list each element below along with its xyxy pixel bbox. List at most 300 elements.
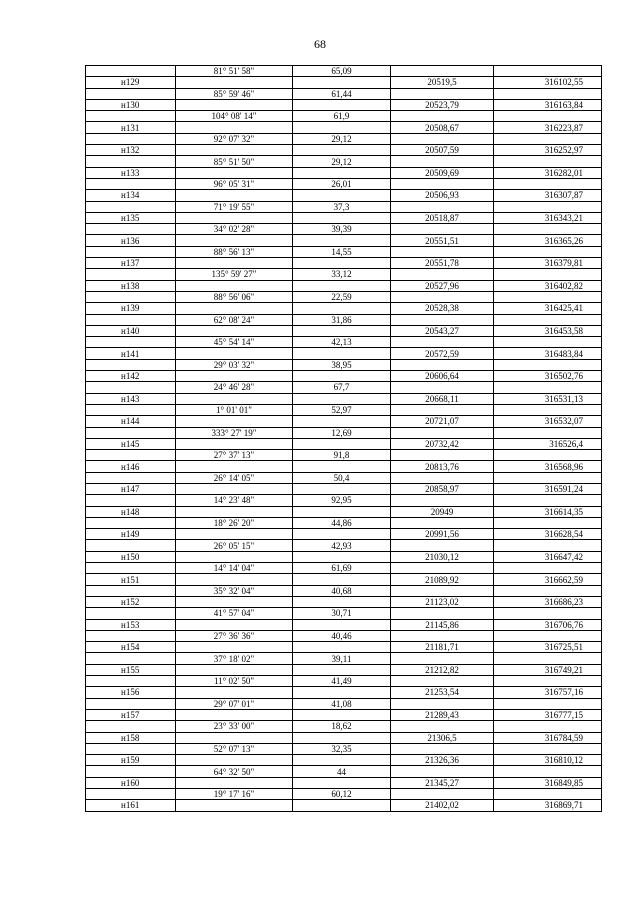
x-coordinate-cell: 20509,69: [391, 167, 494, 178]
table-row: [86, 450, 602, 461]
angle-cell: 135° 59' 27": [176, 269, 293, 280]
length-cell: 29,12: [293, 133, 391, 144]
point-cell: [86, 382, 176, 393]
x-coordinate-cell: 21123,02: [391, 596, 494, 607]
angle-cell: [176, 483, 293, 494]
y-coordinate-cell: 316647,42: [494, 551, 602, 562]
angle-cell: 52° 07' 13": [176, 743, 293, 754]
length-cell: [293, 551, 391, 562]
angle-cell: 81° 51' 58": [176, 66, 293, 77]
x-coordinate-cell: 20551,51: [391, 235, 494, 246]
table-row: [86, 472, 602, 483]
angle-cell: [176, 800, 293, 811]
table-row: [86, 574, 602, 585]
point-cell: н156: [86, 687, 176, 698]
y-coordinate-cell: [494, 585, 602, 596]
angle-cell: 26° 14' 05": [176, 472, 293, 483]
y-coordinate-cell: 316102,55: [494, 77, 602, 88]
angle-cell: [176, 709, 293, 720]
point-cell: н148: [86, 506, 176, 517]
point-cell: [86, 88, 176, 99]
length-cell: 60,12: [293, 789, 391, 800]
table-row: [86, 619, 602, 630]
angle-cell: 41° 57' 04": [176, 608, 293, 619]
length-cell: 41,08: [293, 698, 391, 709]
x-coordinate-cell: 21145,86: [391, 619, 494, 630]
point-cell: [86, 563, 176, 574]
x-coordinate-cell: 20732,42: [391, 438, 494, 449]
angle-cell: [176, 438, 293, 449]
length-cell: 14,55: [293, 246, 391, 257]
angle-cell: [176, 348, 293, 359]
angle-cell: 26° 05' 15": [176, 540, 293, 551]
table-row: [86, 314, 602, 325]
angle-cell: 104° 08' 14": [176, 111, 293, 122]
x-coordinate-cell: [391, 766, 494, 777]
x-coordinate-cell: 20721,07: [391, 416, 494, 427]
table-row: [86, 585, 602, 596]
point-cell: [86, 314, 176, 325]
x-coordinate-cell: 21212,82: [391, 664, 494, 675]
y-coordinate-cell: 316628,54: [494, 529, 602, 540]
point-cell: [86, 201, 176, 212]
angle-cell: [176, 393, 293, 404]
y-coordinate-cell: [494, 743, 602, 754]
length-cell: 50,4: [293, 472, 391, 483]
point-cell: [86, 66, 176, 77]
angle-cell: [176, 461, 293, 472]
y-coordinate-cell: 316282,01: [494, 167, 602, 178]
table-row: [86, 99, 602, 110]
x-coordinate-cell: 20813,76: [391, 461, 494, 472]
angle-cell: 18° 26' 20": [176, 517, 293, 528]
y-coordinate-cell: [494, 427, 602, 438]
point-cell: [86, 630, 176, 641]
length-cell: [293, 167, 391, 178]
table-row: [86, 630, 602, 641]
y-coordinate-cell: [494, 698, 602, 709]
x-coordinate-cell: 21326,36: [391, 755, 494, 766]
y-coordinate-cell: 316526,4: [494, 438, 602, 449]
length-cell: 67,7: [293, 382, 391, 393]
point-cell: [86, 698, 176, 709]
angle-cell: [176, 212, 293, 223]
x-coordinate-cell: [391, 563, 494, 574]
length-cell: 40,68: [293, 585, 391, 596]
y-coordinate-cell: [494, 653, 602, 664]
x-coordinate-cell: [391, 111, 494, 122]
length-cell: 39,39: [293, 224, 391, 235]
point-cell: н144: [86, 416, 176, 427]
coordinates-table-body: [86, 66, 602, 812]
angle-cell: [176, 325, 293, 336]
x-coordinate-cell: 20606,64: [391, 371, 494, 382]
length-cell: [293, 755, 391, 766]
angle-cell: [176, 280, 293, 291]
x-coordinate-cell: [391, 337, 494, 348]
angle-cell: 45° 54' 14": [176, 337, 293, 348]
point-cell: [86, 133, 176, 144]
table-row: [86, 563, 602, 574]
x-coordinate-cell: [391, 540, 494, 551]
y-coordinate-cell: 316614,35: [494, 506, 602, 517]
x-coordinate-cell: 20991,56: [391, 529, 494, 540]
angle-cell: [176, 529, 293, 540]
x-coordinate-cell: [391, 133, 494, 144]
table-row: [86, 483, 602, 494]
length-cell: [293, 642, 391, 653]
y-coordinate-cell: 316163,84: [494, 99, 602, 110]
length-cell: [293, 596, 391, 607]
length-cell: 22,59: [293, 291, 391, 302]
x-coordinate-cell: [391, 450, 494, 461]
table-row: [86, 506, 602, 517]
table-row: [86, 709, 602, 720]
point-cell: н160: [86, 777, 176, 788]
point-cell: [86, 517, 176, 528]
table-row: [86, 224, 602, 235]
angle-cell: 24° 46' 28": [176, 382, 293, 393]
y-coordinate-cell: 316502,76: [494, 371, 602, 382]
length-cell: [293, 393, 391, 404]
angle-cell: [176, 371, 293, 382]
angle-cell: [176, 642, 293, 653]
point-cell: н151: [86, 574, 176, 585]
table-row: [86, 664, 602, 675]
y-coordinate-cell: [494, 563, 602, 574]
x-coordinate-cell: 21030,12: [391, 551, 494, 562]
length-cell: 30,71: [293, 608, 391, 619]
table-row: [86, 178, 602, 189]
y-coordinate-cell: [494, 337, 602, 348]
y-coordinate-cell: 316453,58: [494, 325, 602, 336]
x-coordinate-cell: [391, 721, 494, 732]
y-coordinate-cell: 316777,15: [494, 709, 602, 720]
point-cell: н147: [86, 483, 176, 494]
table-row: [86, 642, 602, 653]
point-cell: [86, 111, 176, 122]
angle-cell: 27° 37' 13": [176, 450, 293, 461]
angle-cell: 88° 56' 13": [176, 246, 293, 257]
length-cell: 37,3: [293, 201, 391, 212]
y-coordinate-cell: 316307,87: [494, 190, 602, 201]
length-cell: 39,11: [293, 653, 391, 664]
length-cell: 12,69: [293, 427, 391, 438]
table-row: [86, 371, 602, 382]
table-row: [86, 721, 602, 732]
length-cell: [293, 280, 391, 291]
point-cell: [86, 789, 176, 800]
length-cell: [293, 687, 391, 698]
point-cell: н161: [86, 800, 176, 811]
y-coordinate-cell: [494, 382, 602, 393]
table-row: [86, 517, 602, 528]
table-row: [86, 382, 602, 393]
table-row: [86, 540, 602, 551]
x-coordinate-cell: [391, 630, 494, 641]
y-coordinate-cell: [494, 789, 602, 800]
point-cell: [86, 540, 176, 551]
x-coordinate-cell: 20507,59: [391, 145, 494, 156]
y-coordinate-cell: 316343,21: [494, 212, 602, 223]
y-coordinate-cell: [494, 291, 602, 302]
x-coordinate-cell: [391, 88, 494, 99]
x-coordinate-cell: [391, 404, 494, 415]
table-row: [86, 88, 602, 99]
angle-cell: [176, 77, 293, 88]
table-row: [86, 122, 602, 133]
length-cell: [293, 371, 391, 382]
x-coordinate-cell: 21289,43: [391, 709, 494, 720]
point-cell: [86, 404, 176, 415]
x-coordinate-cell: 20528,38: [391, 303, 494, 314]
point-cell: [86, 269, 176, 280]
x-coordinate-cell: 20858,97: [391, 483, 494, 494]
table-row: [86, 698, 602, 709]
y-coordinate-cell: [494, 450, 602, 461]
angle-cell: [176, 732, 293, 743]
y-coordinate-cell: 316757,16: [494, 687, 602, 698]
angle-cell: [176, 416, 293, 427]
x-coordinate-cell: [391, 472, 494, 483]
table-row: [86, 427, 602, 438]
y-coordinate-cell: [494, 495, 602, 506]
y-coordinate-cell: [494, 676, 602, 687]
length-cell: 44,86: [293, 517, 391, 528]
table-row: [86, 653, 602, 664]
angle-cell: [176, 755, 293, 766]
table-row: [86, 789, 602, 800]
length-cell: 44: [293, 766, 391, 777]
length-cell: [293, 145, 391, 156]
point-cell: [86, 743, 176, 754]
table-row: [86, 145, 602, 156]
table-row: [86, 461, 602, 472]
x-coordinate-cell: [391, 789, 494, 800]
length-cell: [293, 800, 391, 811]
y-coordinate-cell: 316686,23: [494, 596, 602, 607]
length-cell: [293, 709, 391, 720]
y-coordinate-cell: [494, 66, 602, 77]
table-row: [86, 416, 602, 427]
length-cell: 42,93: [293, 540, 391, 551]
angle-cell: [176, 596, 293, 607]
table-row: [86, 77, 602, 88]
y-coordinate-cell: 316784,59: [494, 732, 602, 743]
point-cell: н152: [86, 596, 176, 607]
x-coordinate-cell: [391, 382, 494, 393]
angle-cell: 64° 32' 50": [176, 766, 293, 777]
point-cell: [86, 608, 176, 619]
table-row: [86, 404, 602, 415]
y-coordinate-cell: [494, 201, 602, 212]
length-cell: [293, 190, 391, 201]
angle-cell: [176, 551, 293, 562]
angle-cell: 23° 33' 00": [176, 721, 293, 732]
length-cell: 61,69: [293, 563, 391, 574]
x-coordinate-cell: 21181,71: [391, 642, 494, 653]
table-row: [86, 393, 602, 404]
y-coordinate-cell: [494, 88, 602, 99]
x-coordinate-cell: 20508,67: [391, 122, 494, 133]
y-coordinate-cell: 316749,21: [494, 664, 602, 675]
angle-cell: [176, 506, 293, 517]
y-coordinate-cell: [494, 404, 602, 415]
length-cell: [293, 99, 391, 110]
point-cell: [86, 427, 176, 438]
table-row: [86, 167, 602, 178]
table-row: [86, 201, 602, 212]
point-cell: [86, 653, 176, 664]
point-cell: н158: [86, 732, 176, 743]
length-cell: [293, 258, 391, 269]
point-cell: н150: [86, 551, 176, 562]
table-row: [86, 529, 602, 540]
point-cell: н136: [86, 235, 176, 246]
angle-cell: 11° 02' 50": [176, 676, 293, 687]
length-cell: 31,86: [293, 314, 391, 325]
table-row: [86, 246, 602, 257]
angle-cell: 92° 07' 32": [176, 133, 293, 144]
angle-cell: 35° 32' 04": [176, 585, 293, 596]
x-coordinate-cell: [391, 743, 494, 754]
point-cell: н149: [86, 529, 176, 540]
length-cell: [293, 303, 391, 314]
length-cell: 41,49: [293, 676, 391, 687]
angle-cell: 96° 05' 31": [176, 178, 293, 189]
table-row: [86, 291, 602, 302]
x-coordinate-cell: 20668,11: [391, 393, 494, 404]
x-coordinate-cell: 21253,54: [391, 687, 494, 698]
y-coordinate-cell: [494, 269, 602, 280]
y-coordinate-cell: 316591,24: [494, 483, 602, 494]
angle-cell: 29° 07' 01": [176, 698, 293, 709]
y-coordinate-cell: 316425,41: [494, 303, 602, 314]
y-coordinate-cell: [494, 224, 602, 235]
length-cell: 52,97: [293, 404, 391, 415]
point-cell: н146: [86, 461, 176, 472]
y-coordinate-cell: [494, 608, 602, 619]
angle-cell: [176, 687, 293, 698]
point-cell: [86, 337, 176, 348]
point-cell: н131: [86, 122, 176, 133]
angle-cell: [176, 619, 293, 630]
length-cell: 26,01: [293, 178, 391, 189]
angle-cell: 85° 59' 46": [176, 88, 293, 99]
length-cell: [293, 325, 391, 336]
angle-cell: [176, 777, 293, 788]
table-row: [86, 280, 602, 291]
angle-cell: [176, 99, 293, 110]
length-cell: [293, 732, 391, 743]
table-row: [86, 66, 602, 77]
length-cell: 18,62: [293, 721, 391, 732]
length-cell: [293, 348, 391, 359]
point-cell: н138: [86, 280, 176, 291]
length-cell: 38,95: [293, 359, 391, 370]
point-cell: [86, 224, 176, 235]
angle-cell: [176, 258, 293, 269]
x-coordinate-cell: 20572,59: [391, 348, 494, 359]
y-coordinate-cell: [494, 314, 602, 325]
table-row: [86, 111, 602, 122]
y-coordinate-cell: 316402,82: [494, 280, 602, 291]
y-coordinate-cell: [494, 246, 602, 257]
point-cell: н153: [86, 619, 176, 630]
angle-cell: 71° 19' 55": [176, 201, 293, 212]
x-coordinate-cell: 20527,96: [391, 280, 494, 291]
table-row: [86, 156, 602, 167]
length-cell: 42,13: [293, 337, 391, 348]
length-cell: 92,95: [293, 495, 391, 506]
point-cell: н132: [86, 145, 176, 156]
length-cell: 29,12: [293, 156, 391, 167]
length-cell: [293, 574, 391, 585]
point-cell: н130: [86, 99, 176, 110]
x-coordinate-cell: [391, 246, 494, 257]
point-cell: н134: [86, 190, 176, 201]
point-cell: н133: [86, 167, 176, 178]
y-coordinate-cell: 316662,59: [494, 574, 602, 585]
table-row: [86, 235, 602, 246]
angle-cell: 27° 36' 36": [176, 630, 293, 641]
table-row: [86, 777, 602, 788]
point-cell: н141: [86, 348, 176, 359]
angle-cell: [176, 167, 293, 178]
y-coordinate-cell: [494, 630, 602, 641]
x-coordinate-cell: [391, 269, 494, 280]
table-row: [86, 766, 602, 777]
point-cell: [86, 359, 176, 370]
length-cell: 65,09: [293, 66, 391, 77]
x-coordinate-cell: [391, 585, 494, 596]
y-coordinate-cell: 316849,85: [494, 777, 602, 788]
table-row: [86, 438, 602, 449]
angle-cell: [176, 145, 293, 156]
y-coordinate-cell: 316483,84: [494, 348, 602, 359]
point-cell: [86, 721, 176, 732]
length-cell: [293, 664, 391, 675]
point-cell: н143: [86, 393, 176, 404]
table-row: [86, 743, 602, 754]
y-coordinate-cell: 316531,13: [494, 393, 602, 404]
point-cell: н145: [86, 438, 176, 449]
table-row: [86, 348, 602, 359]
table-row: [86, 325, 602, 336]
y-coordinate-cell: [494, 540, 602, 551]
point-cell: [86, 766, 176, 777]
length-cell: [293, 619, 391, 630]
table-row: [86, 303, 602, 314]
point-cell: [86, 178, 176, 189]
angle-cell: 14° 23' 48": [176, 495, 293, 506]
y-coordinate-cell: [494, 517, 602, 528]
y-coordinate-cell: 316252,97: [494, 145, 602, 156]
page-number: 68: [314, 37, 326, 51]
length-cell: [293, 212, 391, 223]
table-row: [86, 676, 602, 687]
x-coordinate-cell: 20523,79: [391, 99, 494, 110]
length-cell: [293, 506, 391, 517]
x-coordinate-cell: 20518,87: [391, 212, 494, 223]
x-coordinate-cell: 21402,02: [391, 800, 494, 811]
x-coordinate-cell: [391, 314, 494, 325]
point-cell: н142: [86, 371, 176, 382]
y-coordinate-cell: 316532,07: [494, 416, 602, 427]
length-cell: [293, 235, 391, 246]
x-coordinate-cell: [391, 427, 494, 438]
point-cell: н135: [86, 212, 176, 223]
